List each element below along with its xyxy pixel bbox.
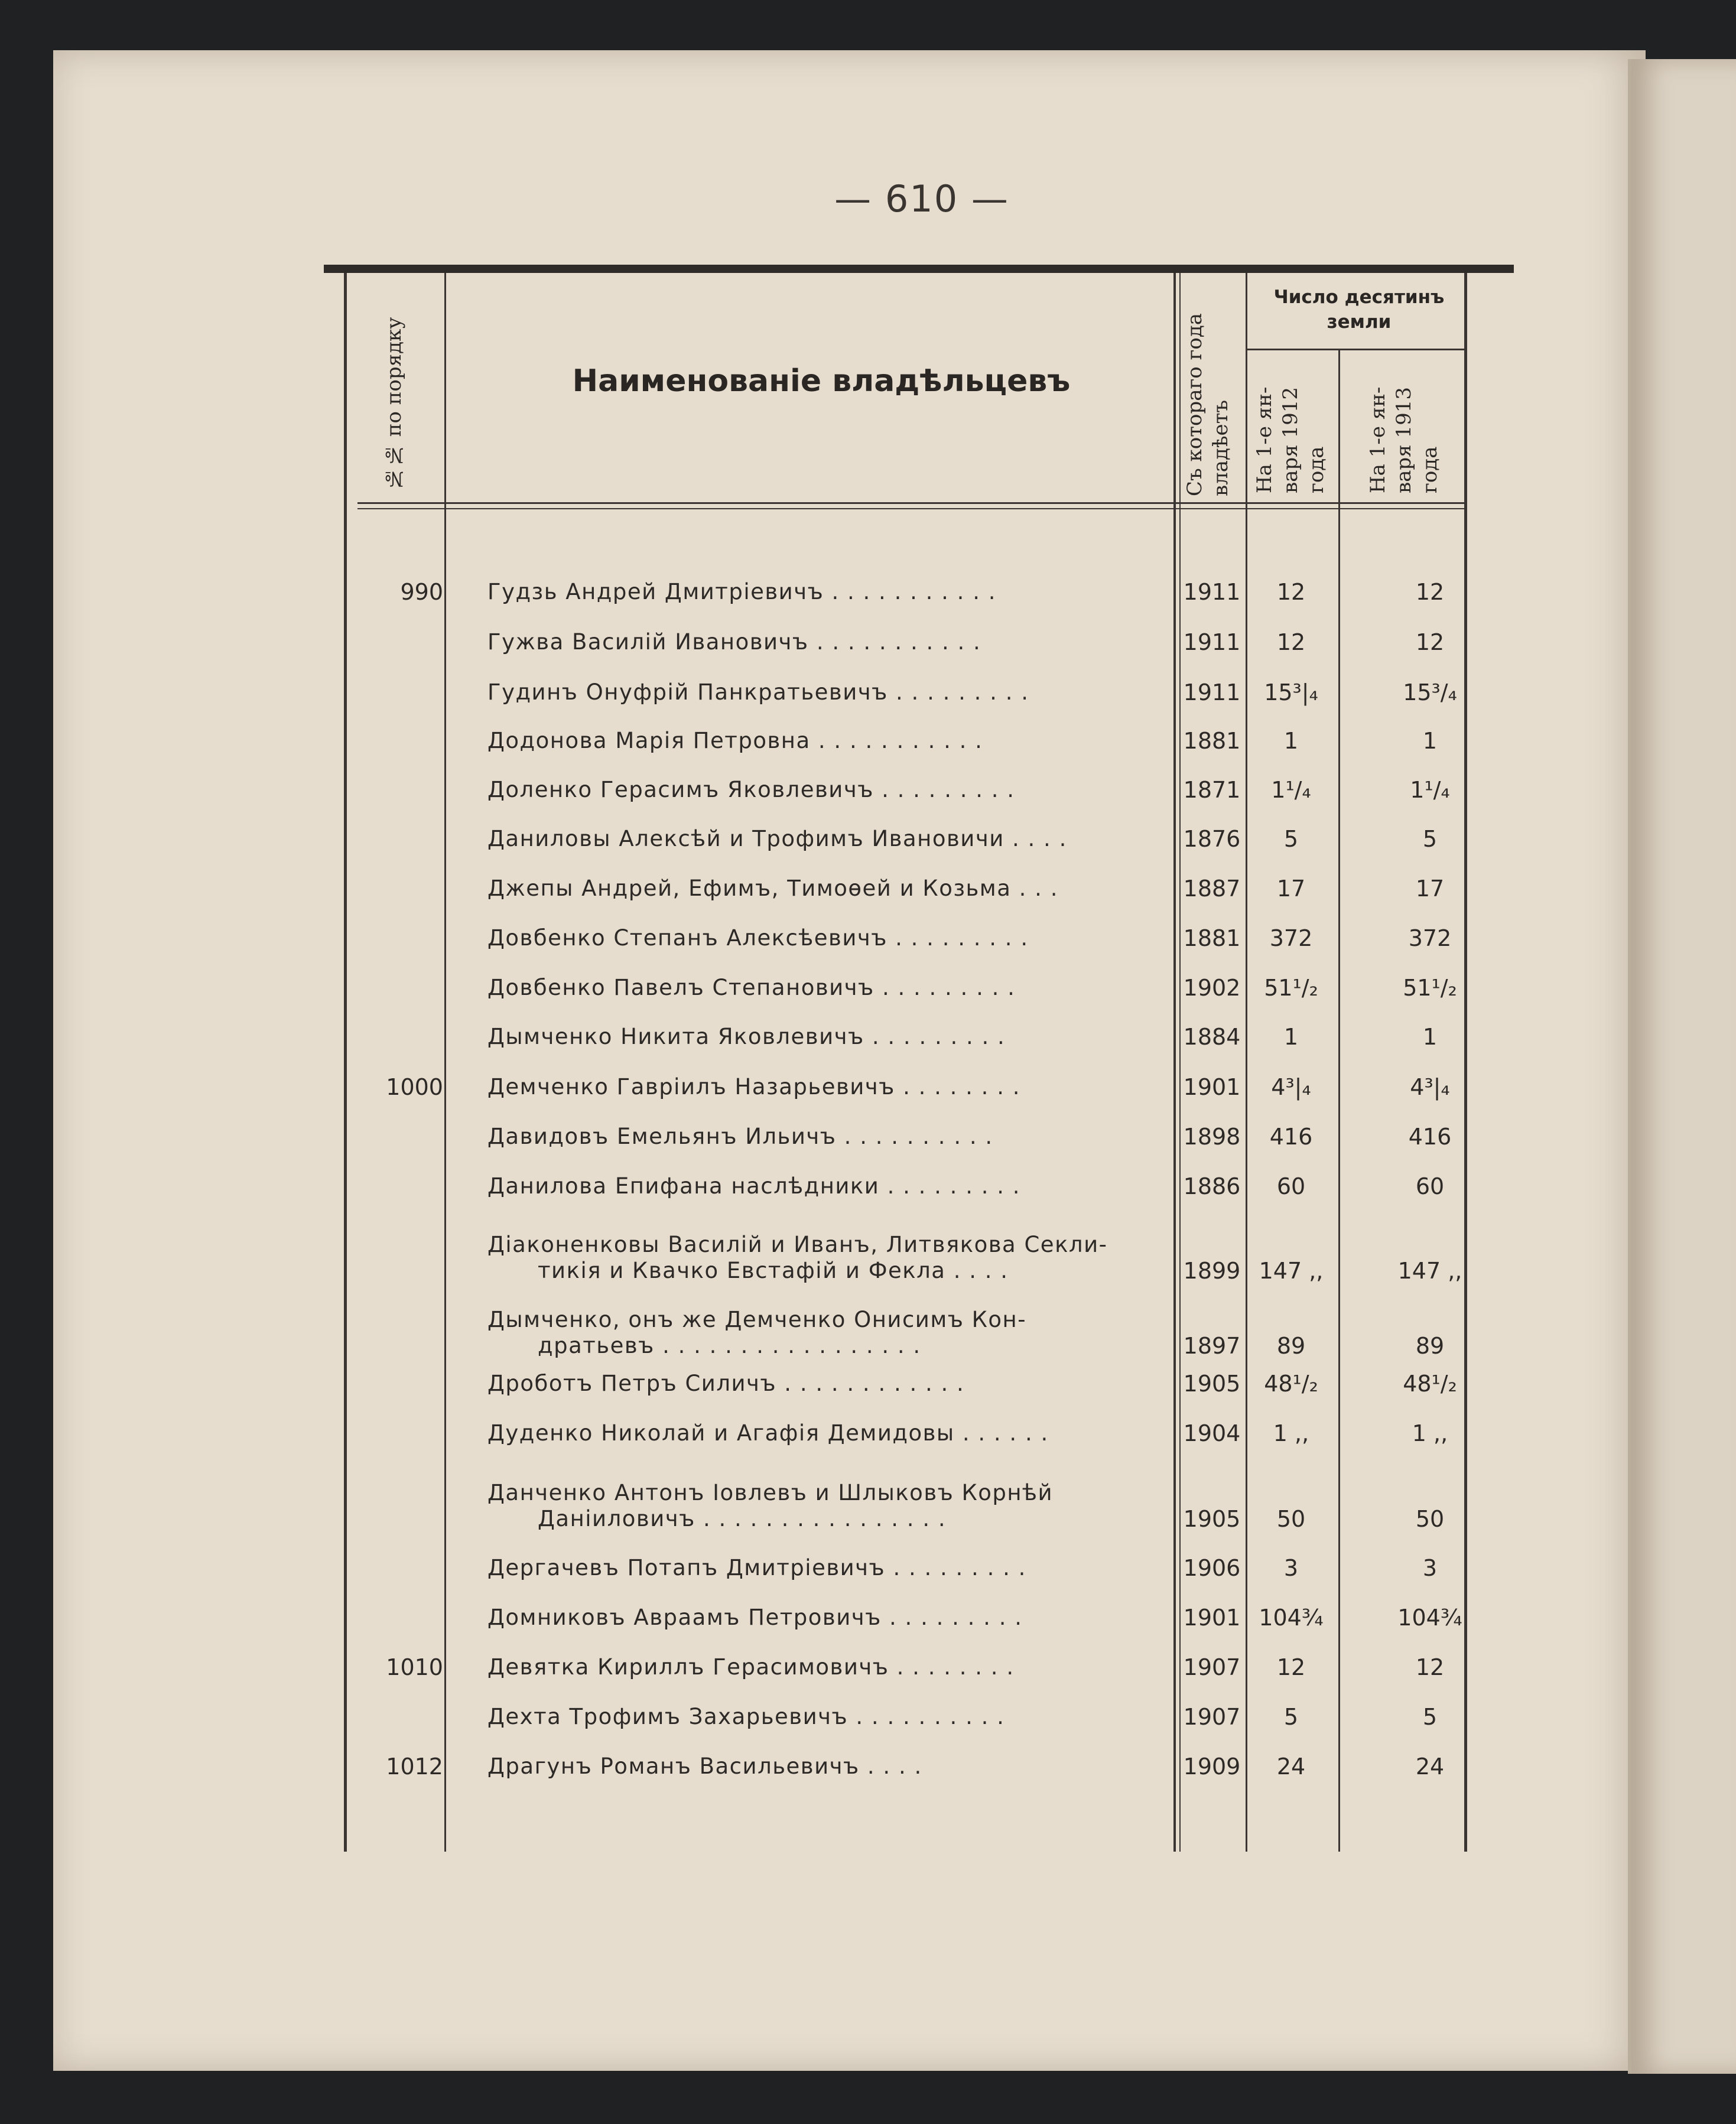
area-1913: 372 — [1408, 925, 1452, 951]
row-index: 1012 — [386, 1754, 443, 1780]
area-1913: 51¹/₂ — [1403, 975, 1457, 1001]
since-year: 1901 — [1183, 1605, 1241, 1631]
area-1912: 60 — [1276, 1173, 1306, 1199]
owner-name-line-1: Діаконенковы Василій и Иванъ, Литвякова Секли- — [487, 1232, 1108, 1257]
owner-name-line-1: Дехта Трофимъ Захарьевичъ . . . . . . . . . . — [487, 1704, 1005, 1729]
owner-name — [487, 1654, 1167, 1680]
owner-name-line-1: Давидовъ Емельянъ Ильичъ . . . . . . . . . . — [487, 1124, 993, 1149]
owner-name-line-2: Даніиловичъ . . . . . . . . . . . . . . . . — [538, 1506, 947, 1531]
header-area-group: Число десятинъ земли — [1273, 287, 1445, 333]
area-1913: 12 — [1415, 629, 1445, 655]
area-1912: 17 — [1276, 876, 1306, 902]
area-1913: 50 — [1415, 1506, 1445, 1532]
area-1913: 17 — [1415, 876, 1445, 902]
owner-name — [487, 1232, 1167, 1284]
table-top-rule — [324, 265, 1514, 273]
area-1913: 1¹/₄ — [1410, 777, 1450, 803]
since-year: 1901 — [1183, 1074, 1241, 1100]
header-index: №№ по порядку — [382, 317, 406, 490]
since-year: 1905 — [1183, 1371, 1241, 1397]
area-1912: 416 — [1269, 1124, 1313, 1150]
owner-name — [487, 728, 1167, 754]
since-year: 1902 — [1183, 975, 1241, 1001]
since-year: 1887 — [1183, 876, 1241, 902]
column-divider-name — [1173, 273, 1176, 1852]
owner-name — [487, 777, 1167, 803]
area-1912: 12 — [1276, 629, 1306, 655]
area-1912: 147 ,, — [1259, 1258, 1324, 1284]
area-1912: 1 — [1283, 728, 1299, 754]
since-year: 1904 — [1183, 1420, 1241, 1446]
owner-name — [487, 1173, 1167, 1199]
header-bottom-rule-2 — [357, 508, 1466, 509]
owner-name — [487, 1074, 1167, 1100]
area-1913: 1 — [1422, 1024, 1438, 1050]
area-1912: 372 — [1269, 925, 1313, 951]
area-1912: 1¹/₄ — [1271, 777, 1311, 803]
owner-name-line-1: Джепы Андрей, Ефимъ, Тимоѳей и Козьма . . . — [487, 876, 1058, 901]
owner-name-line-1: Гудзь Андрей Дмитріевичъ . . . . . . . . . . . — [487, 579, 996, 604]
owner-name-line-1: Дымченко Никита Яковлевичъ . . . . . . . . . — [487, 1024, 1006, 1049]
area-1913: 12 — [1415, 579, 1445, 605]
owner-name — [487, 1605, 1167, 1631]
area-1912: 3 — [1283, 1555, 1299, 1581]
since-year: 1909 — [1183, 1754, 1241, 1780]
owner-name-line-1: Гужва Василій Ивановичъ . . . . . . . . . . . — [487, 629, 981, 655]
owner-name — [487, 1754, 1167, 1780]
area-1912: 4³|₄ — [1271, 1074, 1311, 1100]
area-1913: 15³/₄ — [1403, 679, 1457, 705]
area-1913: 104¾ — [1397, 1605, 1462, 1631]
facing-page-edge — [1628, 59, 1736, 2074]
since-year: 1906 — [1183, 1555, 1241, 1581]
area-1912: 12 — [1276, 1654, 1306, 1680]
owner-name-line-2: тикія и Квачко Евстафій и Фекла . . . . — [538, 1258, 1009, 1283]
owner-name-line-1: Данилова Епифана наслѣдники . . . . . . . . . — [487, 1173, 1021, 1199]
area-1912: 15³|₄ — [1264, 679, 1318, 705]
since-year: 1881 — [1183, 925, 1241, 951]
owner-name — [487, 876, 1167, 902]
owner-name-line-1: Данченко Антонъ Іовлевъ и Шлыковъ Корнѣй — [487, 1480, 1054, 1505]
row-index: 1000 — [386, 1074, 443, 1100]
owner-name — [487, 975, 1167, 1001]
owner-name — [487, 1371, 1167, 1397]
owner-name-line-1: Демченко Гавріилъ Назарьевичъ . . . . . . . . — [487, 1074, 1020, 1100]
area-1913: 48¹/₂ — [1403, 1371, 1457, 1397]
owner-name — [487, 629, 1167, 655]
since-year: 1897 — [1183, 1333, 1241, 1359]
owner-name — [487, 1024, 1167, 1050]
owner-name-line-1: Домниковъ Авраамъ Петровичъ . . . . . . . . . — [487, 1605, 1023, 1630]
owner-name-line-1: Дымченко, онъ же Демченко Онисимъ Кон- — [487, 1307, 1027, 1332]
owner-name-line-1: Гудинъ Онуфрій Панкратьевичъ . . . . . . . . . — [487, 679, 1029, 705]
area-1913: 24 — [1415, 1754, 1445, 1780]
owner-name — [487, 925, 1167, 951]
area-1912: 24 — [1276, 1754, 1306, 1780]
area-1912: 50 — [1276, 1506, 1306, 1532]
header-since-year: Съ котораго года владѣетъ — [1183, 313, 1233, 496]
area-1912: 1 — [1283, 1024, 1299, 1050]
since-year: 1907 — [1183, 1654, 1241, 1680]
since-year: 1911 — [1183, 579, 1241, 605]
owner-name-line-1: Дроботъ Петръ Силичъ . . . . . . . . . . . . — [487, 1371, 965, 1396]
owner-name-line-1: Девятка Кириллъ Герасимовичъ . . . . . . . . — [487, 1654, 1015, 1680]
header-area-1912: На 1-е ян- варя 1912 года — [1253, 386, 1328, 493]
owner-name — [487, 826, 1167, 852]
since-year: 1911 — [1183, 629, 1241, 655]
since-year: 1911 — [1183, 679, 1241, 705]
area-1913: 5 — [1422, 826, 1438, 852]
area-1912: 51¹/₂ — [1264, 975, 1318, 1001]
group-header-rule — [1247, 349, 1465, 350]
owner-name — [487, 1307, 1167, 1359]
area-1913: 416 — [1408, 1124, 1452, 1150]
area-1913: 89 — [1415, 1333, 1445, 1359]
page-number: — 610 — — [834, 177, 1009, 220]
row-index: 990 — [400, 579, 443, 605]
owner-name-line-1: Даниловы Алексѣй и Трофимъ Ивановичи . . . . — [487, 826, 1067, 851]
owner-name — [487, 1480, 1167, 1532]
owner-name-line-1: Дуденко Николай и Агафія Демидовы . . . . . . — [487, 1420, 1049, 1446]
area-1913: 147 ,, — [1397, 1258, 1462, 1284]
area-1912: 5 — [1283, 1704, 1299, 1730]
since-year: 1876 — [1183, 826, 1241, 852]
since-year: 1905 — [1183, 1506, 1241, 1532]
column-divider-1912 — [1338, 349, 1340, 1852]
since-year: 1881 — [1183, 728, 1241, 754]
header-area-1913: На 1-е ян- варя 1913 года — [1366, 386, 1442, 493]
owner-name-line-2: дратьевъ . . . . . . . . . . . . . . . . . — [538, 1333, 921, 1358]
area-1913: 5 — [1422, 1704, 1438, 1730]
since-year: 1899 — [1183, 1258, 1241, 1284]
owner-name-line-1: Довбенко Степанъ Алексѣевичъ . . . . . . . . . — [487, 925, 1029, 951]
header-bottom-rule — [357, 502, 1466, 504]
owner-name — [487, 1124, 1167, 1150]
area-1912: 104¾ — [1259, 1605, 1324, 1631]
since-year: 1907 — [1183, 1704, 1241, 1730]
owner-name-line-1: Додонова Марія Петровна . . . . . . . . . . . — [487, 728, 983, 753]
owner-name — [487, 579, 1167, 605]
owner-name — [487, 1555, 1167, 1581]
area-1913: 3 — [1422, 1555, 1438, 1581]
header-name: Наименованіе владѣльцевъ — [572, 363, 1071, 399]
owner-name-line-1: Доленко Герасимъ Яковлевичъ . . . . . . . . . — [487, 777, 1015, 802]
since-year: 1884 — [1183, 1024, 1241, 1050]
table-left-border — [344, 273, 347, 1852]
area-1912: 5 — [1283, 826, 1299, 852]
area-1913: 12 — [1415, 1654, 1445, 1680]
area-1913: 4³|₄ — [1410, 1074, 1450, 1100]
owner-name — [487, 679, 1167, 705]
since-year: 1886 — [1183, 1173, 1241, 1199]
since-year: 1871 — [1183, 777, 1241, 803]
owner-name — [487, 1420, 1167, 1446]
owner-name-line-1: Довбенко Павелъ Степановичъ . . . . . . . . . — [487, 975, 1016, 1000]
owner-name-line-1: Драгунъ Романъ Васильевичъ . . . . — [487, 1754, 922, 1779]
area-1912: 89 — [1276, 1333, 1306, 1359]
area-1912: 48¹/₂ — [1264, 1371, 1318, 1397]
owner-name — [487, 1704, 1167, 1730]
row-index: 1010 — [386, 1654, 443, 1680]
owner-name-line-1: Дергачевъ Потапъ Дмитріевичъ . . . . . . . . . — [487, 1555, 1026, 1580]
area-1913: 60 — [1415, 1173, 1445, 1199]
column-divider-index — [444, 273, 446, 1852]
area-1913: 1 ,, — [1412, 1420, 1448, 1446]
area-1912: 1 ,, — [1273, 1420, 1309, 1446]
since-year: 1898 — [1183, 1124, 1241, 1150]
area-1913: 1 — [1422, 728, 1438, 754]
area-1912: 12 — [1276, 579, 1306, 605]
